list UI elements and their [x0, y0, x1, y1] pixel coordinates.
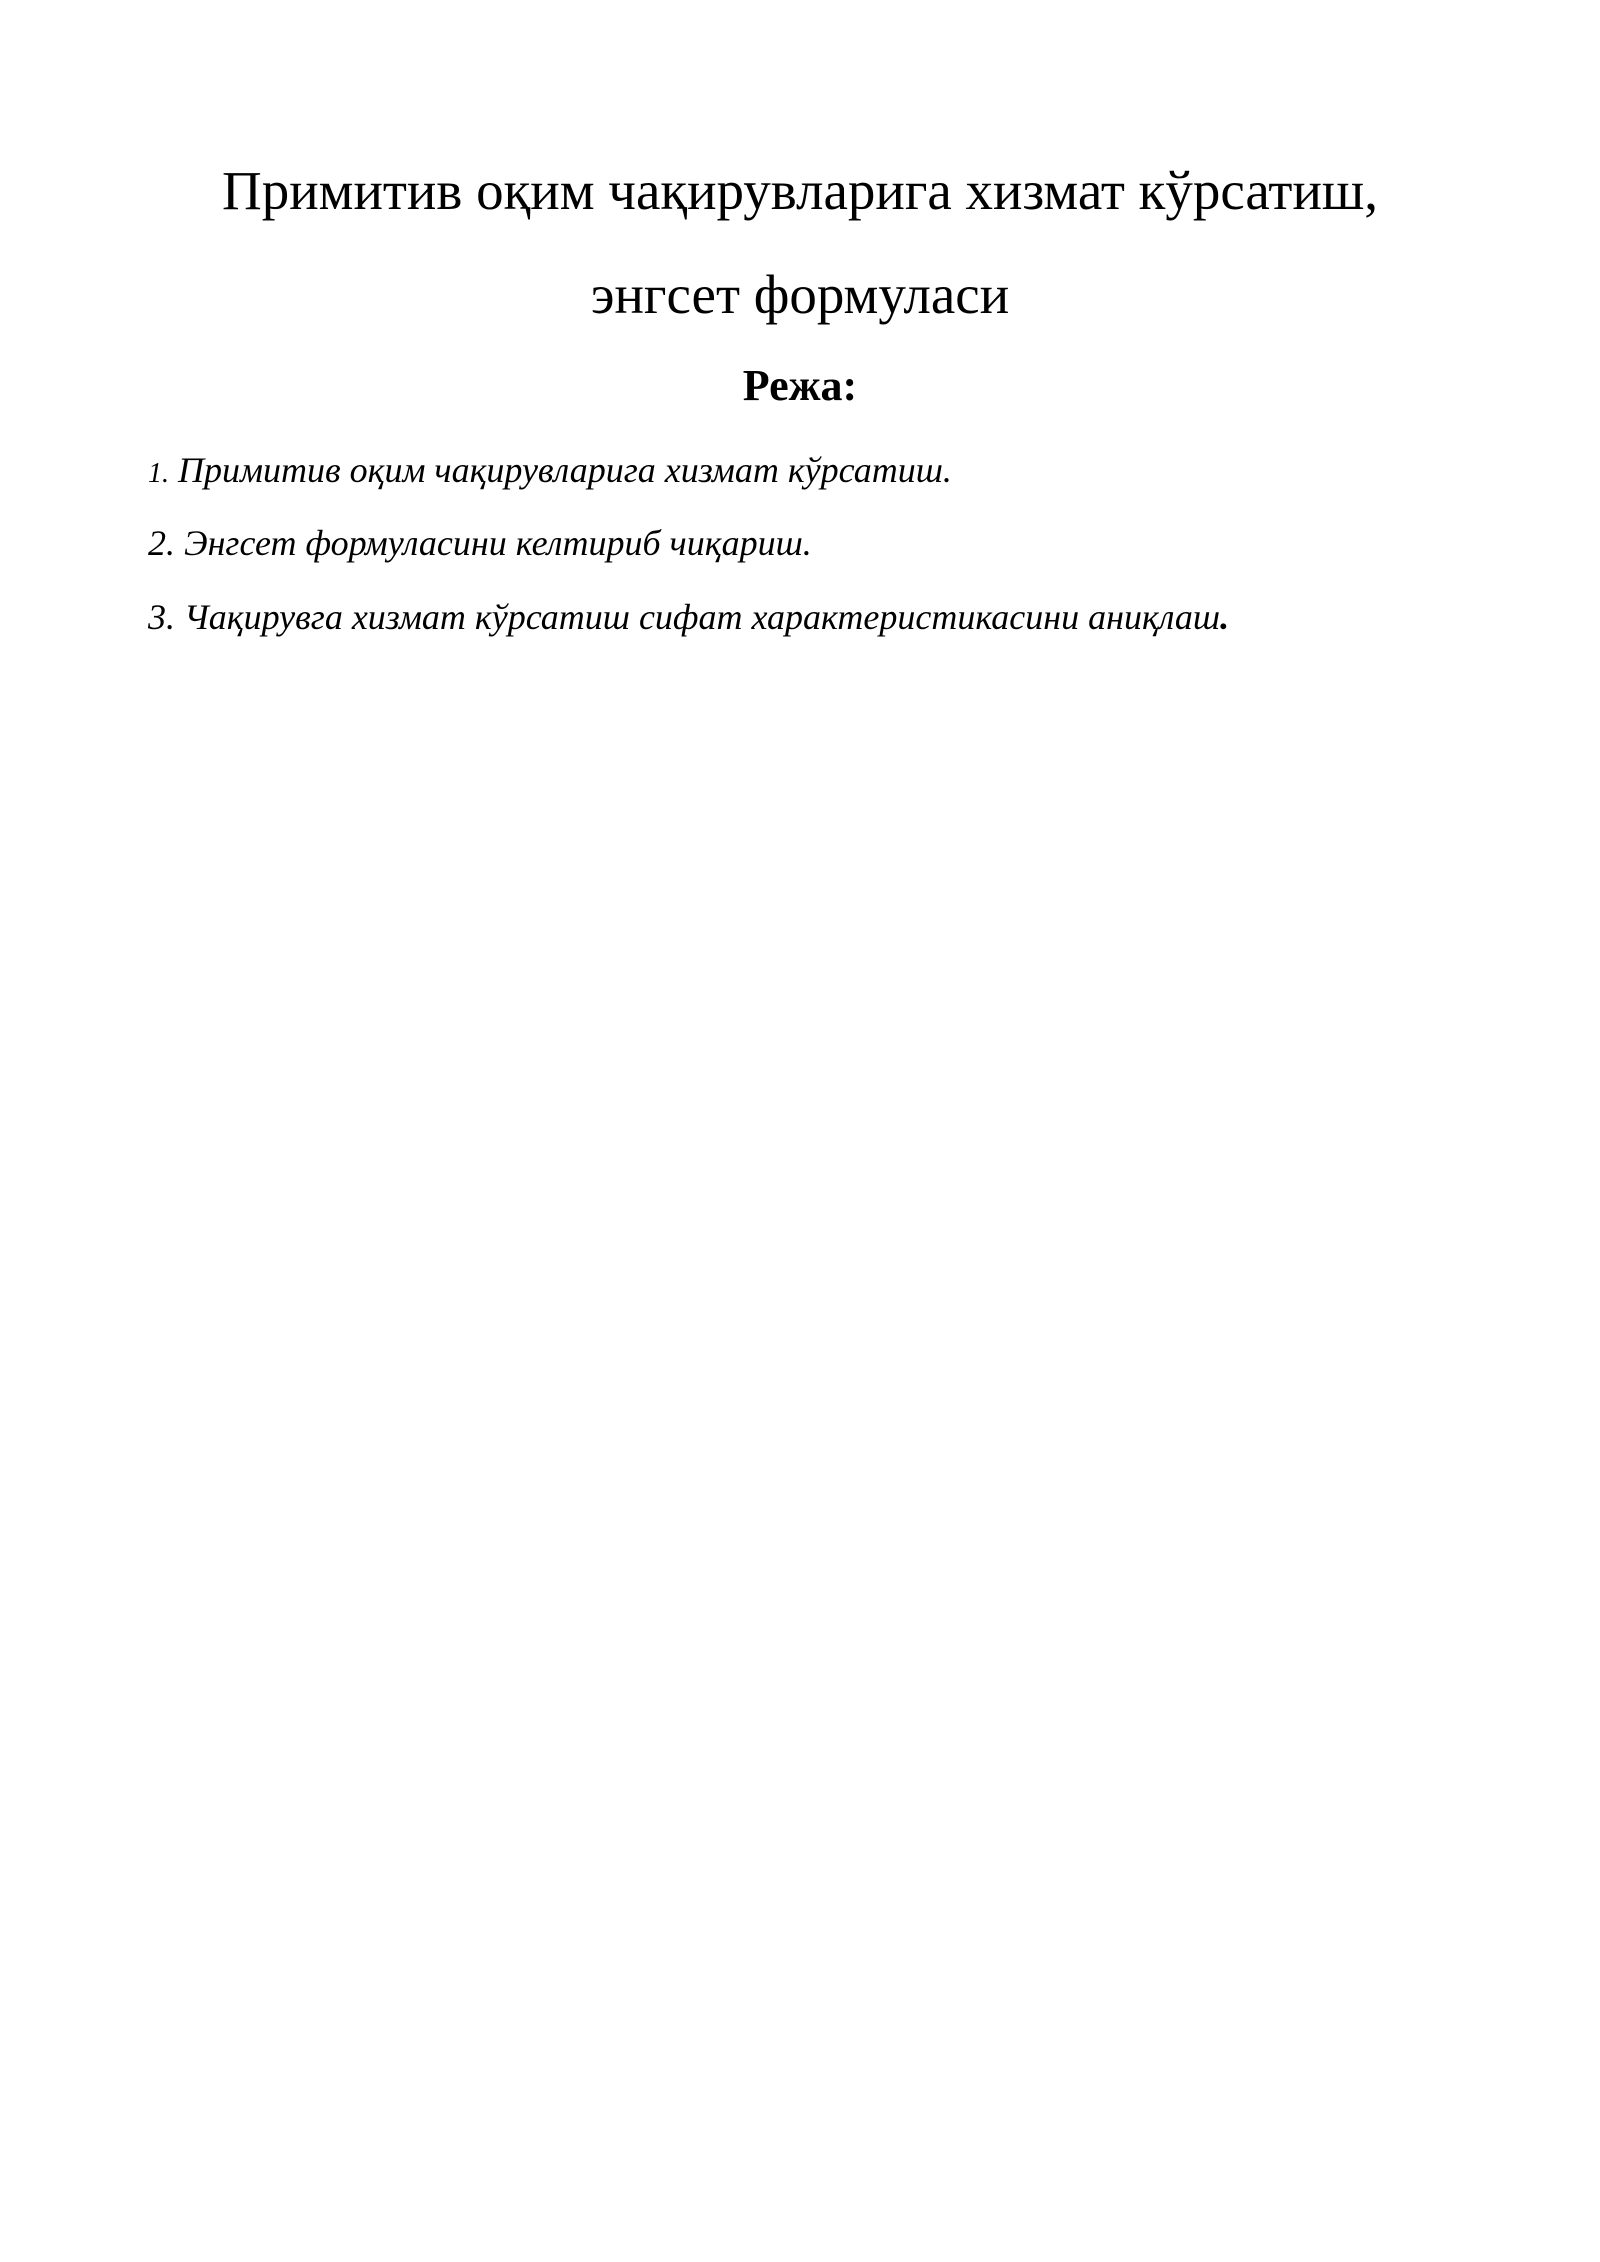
plan-item-text: Чақирувга хизмат кўрсатиш сифат характеристикасини аниқлаш [184, 597, 1221, 637]
plan-item-text: Примитив оқим чақирувларига хизмат кўрсатиш. [178, 450, 952, 490]
plan-item [148, 452, 952, 488]
plan-item [148, 525, 812, 561]
plan-item-text: Энгсет формуласини келтириб чиқариш. [184, 523, 812, 563]
plan-item-number: 1. [148, 458, 169, 489]
plan-item-number: 3. [148, 597, 175, 637]
plan-heading: Режа: [742, 361, 858, 410]
plan-item [148, 599, 1229, 635]
document-title-line-2: энгсет формуласи [590, 264, 1010, 325]
plan-item-trailing-period: . [1220, 597, 1230, 637]
plan-item-number: 2. [148, 523, 175, 563]
document-title-line-1: Примитив оқим чақирувларига хизмат кўрсатиш, [222, 160, 1378, 221]
